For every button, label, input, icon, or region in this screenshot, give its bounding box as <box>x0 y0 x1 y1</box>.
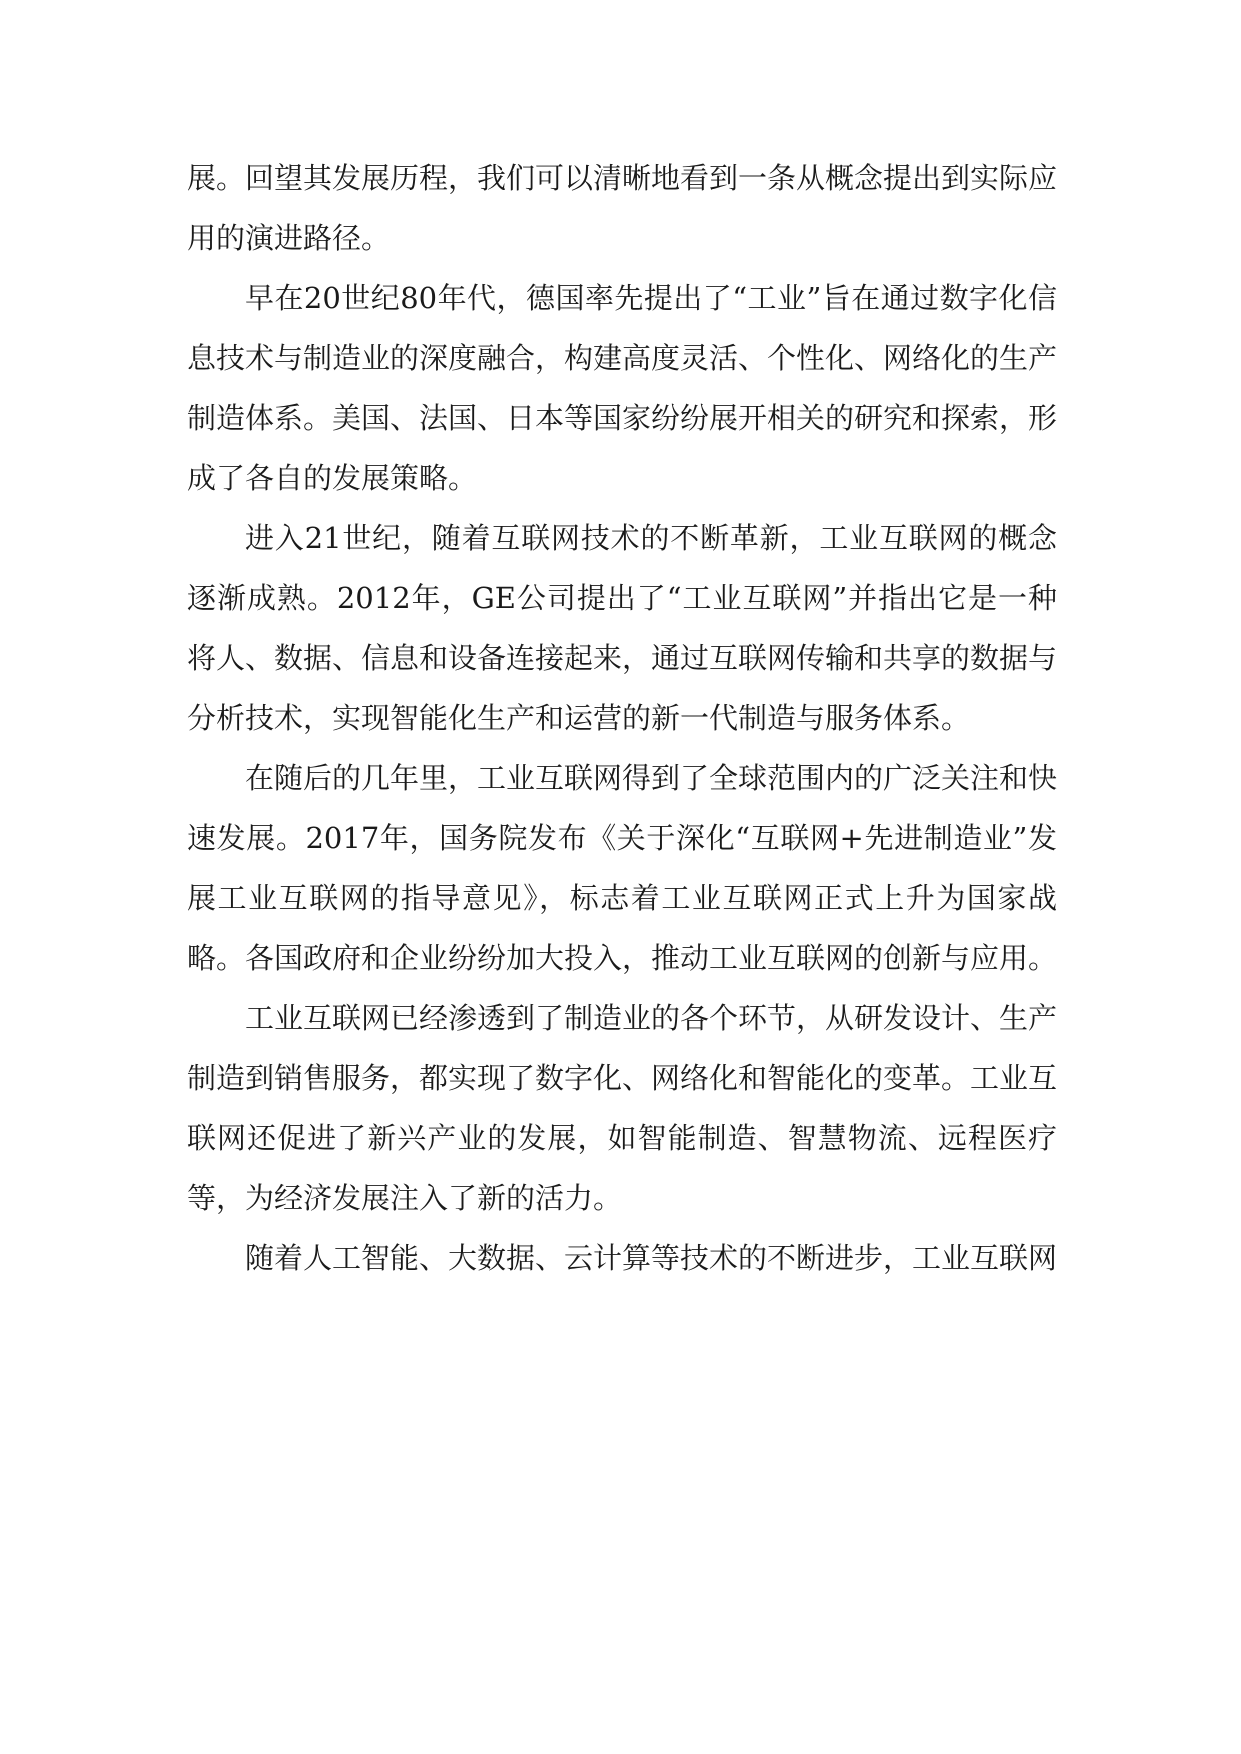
paragraph-6: 随着人工智能、大数据、云计算等技术的不断进步，工业互联网 <box>245 1241 1058 1275</box>
paragraph-3: 进入21世纪，随着互联网技术的不断革新，工业互联网的概念逐渐成熟。2012年，GE公司提出了“工业互联网”并指出它是一种将人、数据、信息和设备连接起来，通过互联网传输和共享的数据与分析技术，实现智能化生产和运营的新一代制造与服务体系。 <box>187 521 1058 735</box>
paragraph-4: 在随后的几年里，工业互联网得到了全球范围内的广泛关注和快速发展。2017年，国务院发布《关于深化“互联网+先进制造业”发展工业互联网的指导意见》，标志着工业互联网正式上升为国家战略。各国政府和企业纷纷加大投入，推动工业互联网的创新与应用。 <box>187 761 1058 975</box>
paragraph-2: 早在20世纪80年代，德国率先提出了“工业”旨在通过数字化信息技术与制造业的深度融合，构建高度灵活、个性化、网络化的生产制造体系。美国、法国、日本等国家纷纷展开相关的研究和探索，形成了各自的发展策略。 <box>187 281 1058 495</box>
paragraph-1: 展。回望其发展历程，我们可以清晰地看到一条从概念提出到实际应用的演进路径。 <box>187 161 1058 255</box>
paragraph-5: 工业互联网已经渗透到了制造业的各个环节，从研发设计、生产制造到销售服务，都实现了数字化、网络化和智能化的变革。工业互联网还促进了新兴产业的发展，如智能制造、智慧物流、远程医疗等，为经济发展注入了新的活力。 <box>187 1001 1058 1215</box>
document-body <box>187 148 1057 1288</box>
